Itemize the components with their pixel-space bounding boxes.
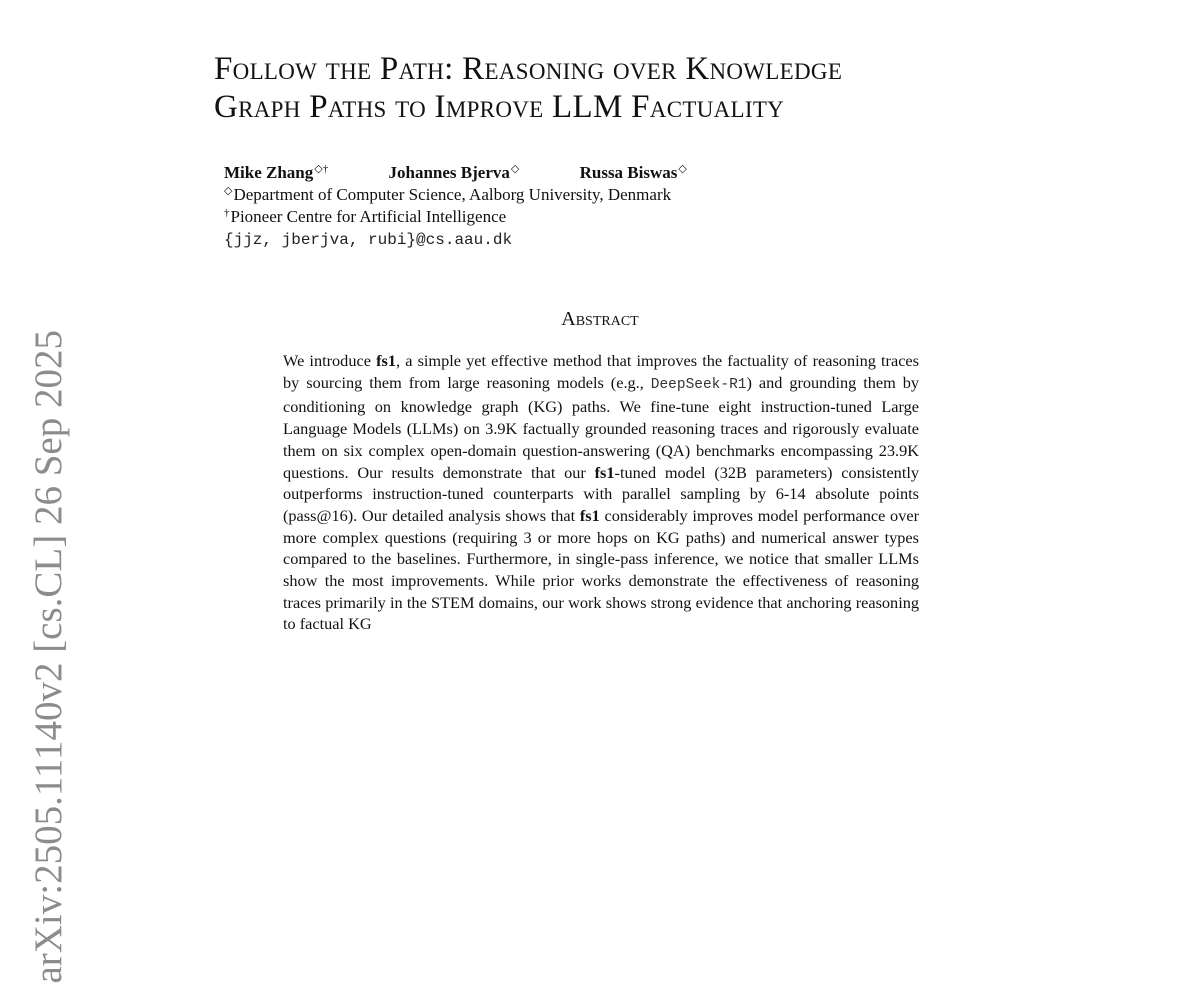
paper-title (214, 50, 1114, 126)
author-russa-biswas (580, 162, 687, 184)
affiliation-pioneer-centre (224, 206, 506, 228)
paper-title-line-1: Follow the Path: Reasoning over Knowledge (214, 51, 843, 87)
abstract-body (283, 350, 919, 635)
abstract-text: considerably improves model performance over more complex questions (requiring 3 or more hops on KG paths) and numerical answer types compared to the baselines. Furthermore, in single-pass inference, we notice that smaller LLMs show the most improvements. While prior works demonstrate the effectiveness of reasoning traces primarily in the STEM domains, our work shows strong evidence that anchoring reasoning to factual KG (283, 505, 919, 634)
abstract-text: ) and grounding them by conditioning on knowledge graph (KG) paths. We fine-tune eight instruction-tuned Large Language Models (LLMs) on 3.9K factually grounded reasoning traces and rigorously evaluate them on six complex open-domain question-answering (QA) benchmarks encompassing 23.9K questions. Our results demonstrate that our (283, 372, 919, 482)
author-johannes-bjerva (389, 162, 520, 184)
affiliation-text: Department of Computer Science, Aalborg University, Denmark (233, 185, 672, 204)
author-name: Russa Biswas (579, 163, 678, 182)
method-name-fs1: fs1 (579, 505, 600, 525)
author-affiliation-marks: ◇ (510, 163, 520, 175)
paper-title-line-2: Graph Paths to Improve LLM Factuality (214, 89, 785, 125)
model-name-deepseek-r1: DeepSeek-R1 (650, 376, 747, 393)
author-mike-zhang (224, 162, 328, 184)
method-name-fs1: fs1 (376, 351, 396, 370)
author-name: Mike Zhang (224, 163, 314, 182)
abstract-heading: Abstract (561, 308, 639, 330)
affiliation-text: Pioneer Centre for Artificial Intelligence (230, 207, 507, 226)
abstract-text: -tuned model (32B parameters) consistently outperforms instruction-tuned counterparts with parallel sampling by 6-14 absolute points (pass@16). Our detailed analysis shows that (283, 462, 920, 525)
author-list (224, 162, 687, 184)
arxiv-identifier-stamp: arXiv:2505.11140v2 [cs.CL] 26 Sep 2025 (27, 330, 70, 984)
abstract-text: We introduce (283, 351, 377, 370)
abstract-text: , a simple yet effective method that improves the factuality of reasoning traces by sourcing them from large reasoning models (e.g., (283, 351, 919, 392)
author-name: Johannes Bjerva (388, 163, 510, 182)
affiliation-mark: † (224, 207, 230, 219)
affiliation-aalborg (224, 184, 671, 206)
author-affiliation-marks: ◇† (314, 163, 329, 175)
affiliation-mark: ◇ (224, 185, 233, 197)
author-affiliation-marks: ◇ (678, 163, 687, 175)
method-name-fs1: fs1 (594, 462, 615, 482)
author-emails[interactable]: {jjz, jberjva, rubi}@cs.aau.dk (224, 231, 513, 249)
